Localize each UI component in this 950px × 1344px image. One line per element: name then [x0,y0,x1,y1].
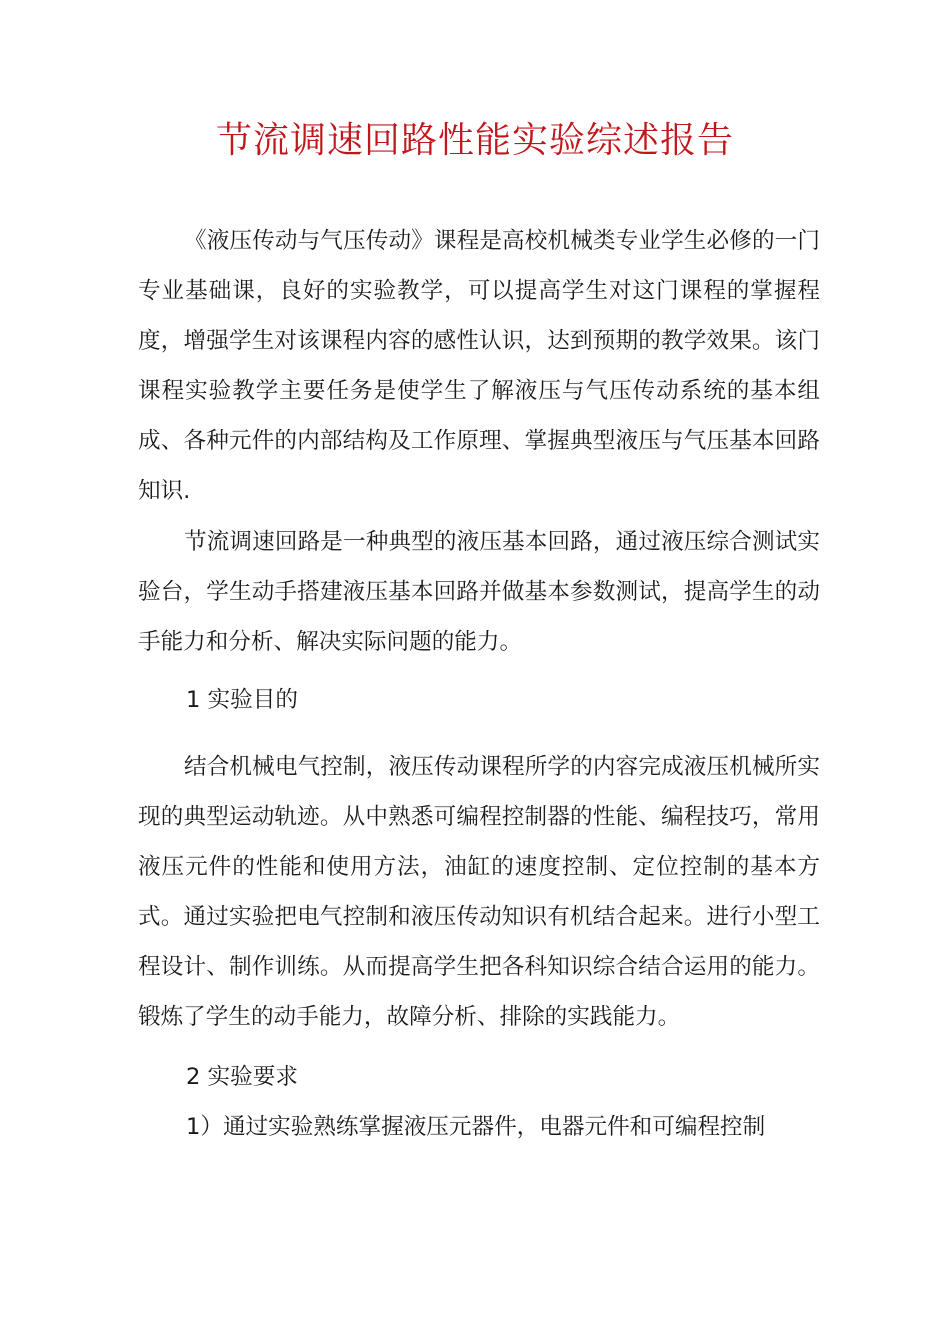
document-title: 节流调速回路性能实验综述报告 [215,120,734,161]
requirement-item-1: 1）通过实验熟练掌握液压元器件，电器元件和可编程控制 [186,1114,766,1140]
section-heading-requirements: 2 实验要求 [186,1064,298,1090]
section-heading-purpose: 1 实验目的 [186,687,298,713]
purpose-paragraph: 结合机械电气控制，液压传动课程所学的内容完成液压机械所实现的典型运动轨迹。从中熟悉可编程控制器的性能、编程技巧，常用液压元件的性能和使用方法，油缸的速度控制、定位控制的基本方式。通过实验把电气控制和液压传动知识有机结合起来。进行小型工程设计、制作训练。从而提高学生把各科知识综合结合运用的能力。锻炼了学生的动手能力，故障分析、排除的实践能力。 [138,754,820,1030]
intro-paragraph: 《液压传动与气压传动》课程是高校机械类专业学生必修的一门专业基础课，良好的实验教学，可以提高学生对这门课程的掌握程度，增强学生对该课程内容的感性认识，达到预期的教学效果。该门课程实验教学主要任务是使学生了解液压与气压传动系统的基本组成、各种元件的内部结构及工作原理、掌握典型液压与气压基本回路知识. [138,228,820,504]
throttle-circuit-paragraph: 节流调速回路是一种典型的液压基本回路，通过液压综合测试实验台，学生动手搭建液压基本回路并做基本参数测试，提高学生的动手能力和分析、解决实际问题的能力。 [138,529,820,655]
